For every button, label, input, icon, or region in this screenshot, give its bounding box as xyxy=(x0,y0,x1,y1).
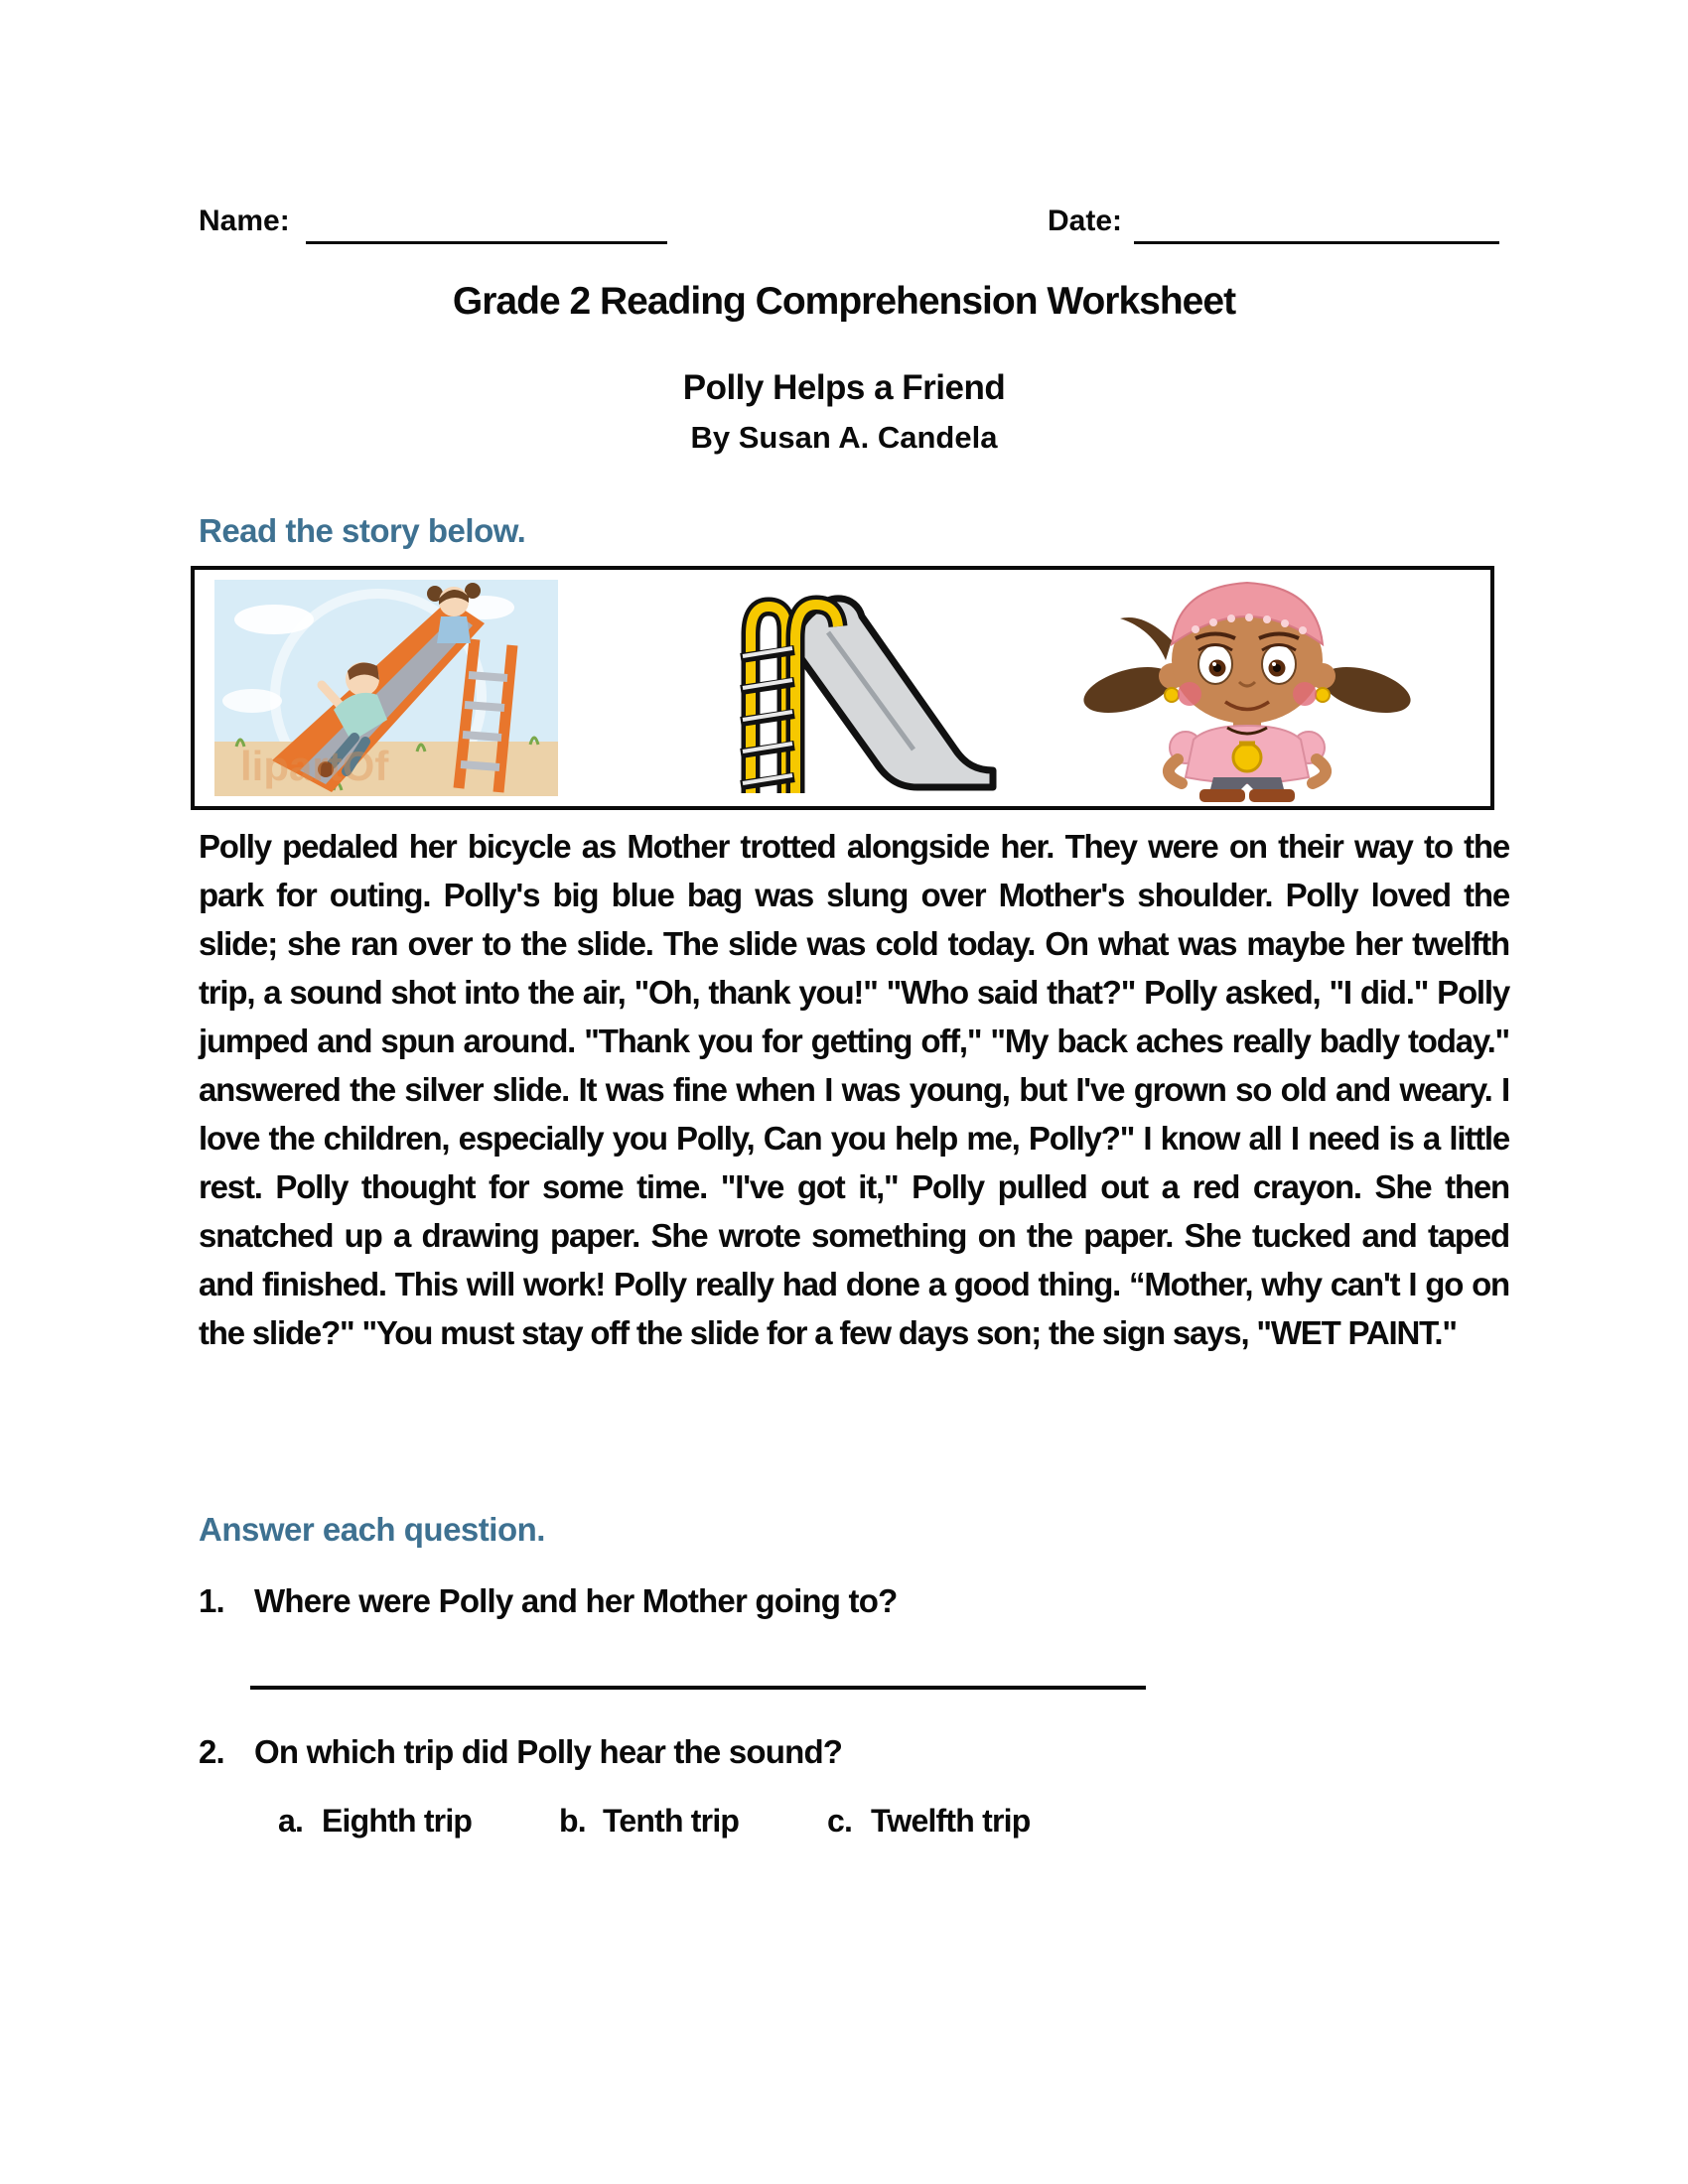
option-a-label: Eighth trip xyxy=(322,1803,473,1839)
name-blank-line[interactable] xyxy=(306,241,667,244)
option-c-letter: c. xyxy=(827,1803,853,1839)
option-a-letter: a. xyxy=(278,1803,304,1839)
question-2-option-a[interactable] xyxy=(278,1803,472,1840)
question-2-number: 2. xyxy=(199,1733,224,1770)
watermark-text: lipartOf xyxy=(240,743,389,789)
question-2-option-c[interactable] xyxy=(827,1803,1030,1840)
question-2 xyxy=(199,1733,842,1771)
answer-questions-heading: Answer each question. xyxy=(199,1511,545,1548)
playground-slide-illustration xyxy=(661,581,1015,793)
name-label: Name: xyxy=(199,205,290,237)
date-blank-line[interactable] xyxy=(1134,241,1499,244)
question-1-number: 1. xyxy=(199,1582,224,1619)
question-1 xyxy=(199,1582,897,1620)
kids-on-slide-illustration xyxy=(214,580,558,796)
story-byline: By Susan A. Candela xyxy=(690,420,998,455)
question-2-text: On which trip did Polly hear the sound? xyxy=(254,1733,843,1770)
page-title: Grade 2 Reading Comprehension Worksheet xyxy=(452,280,1236,323)
question-1-text: Where were Polly and her Mother going to? xyxy=(254,1582,898,1619)
option-b-label: Tenth trip xyxy=(603,1803,740,1839)
question-2-option-b[interactable] xyxy=(559,1803,739,1840)
option-b-letter: b. xyxy=(559,1803,586,1839)
story-paragraph: Polly pedaled her bicycle as Mother trotted alongside her. They were on their way to the park for outing. Polly's big blue bag was slung over Mother's shoulder. Polly loved the slide; she ran over to the slide. The slide was cold today. On what was maybe her twelfth trip, a sound shot into the air, "Oh, thank you!" "Who said that?" Polly asked, "I did." Polly jumped and spun around. "Thank you for getting off," "My back aches really badly today." answered the silver slide. It was fine when I was young, but I've grown so old and weary. I love the children, especially you Polly, Can you help me, Polly?" I know all I need is a little rest. Polly thought for some time. "I've got it," Polly pulled out a red crayon. She then snatched up a drawing paper. She wrote something on the paper. She tucked and taped and finished. This will work! Polly really had done a good thing. “Mother, why can't I go on the slide?" "You must stay off the slide for a few days son; the sign says, "WET PAINT." xyxy=(199,828,1509,1351)
question-1-answer-line[interactable] xyxy=(250,1686,1146,1690)
option-c-label: Twelfth trip xyxy=(871,1803,1031,1839)
story-images-box xyxy=(191,566,1494,810)
girl-pink-bandana-illustration xyxy=(1078,573,1416,803)
date-label: Date: xyxy=(1048,205,1123,237)
story-title: Polly Helps a Friend xyxy=(682,368,1006,407)
read-story-heading: Read the story below. xyxy=(199,512,526,549)
